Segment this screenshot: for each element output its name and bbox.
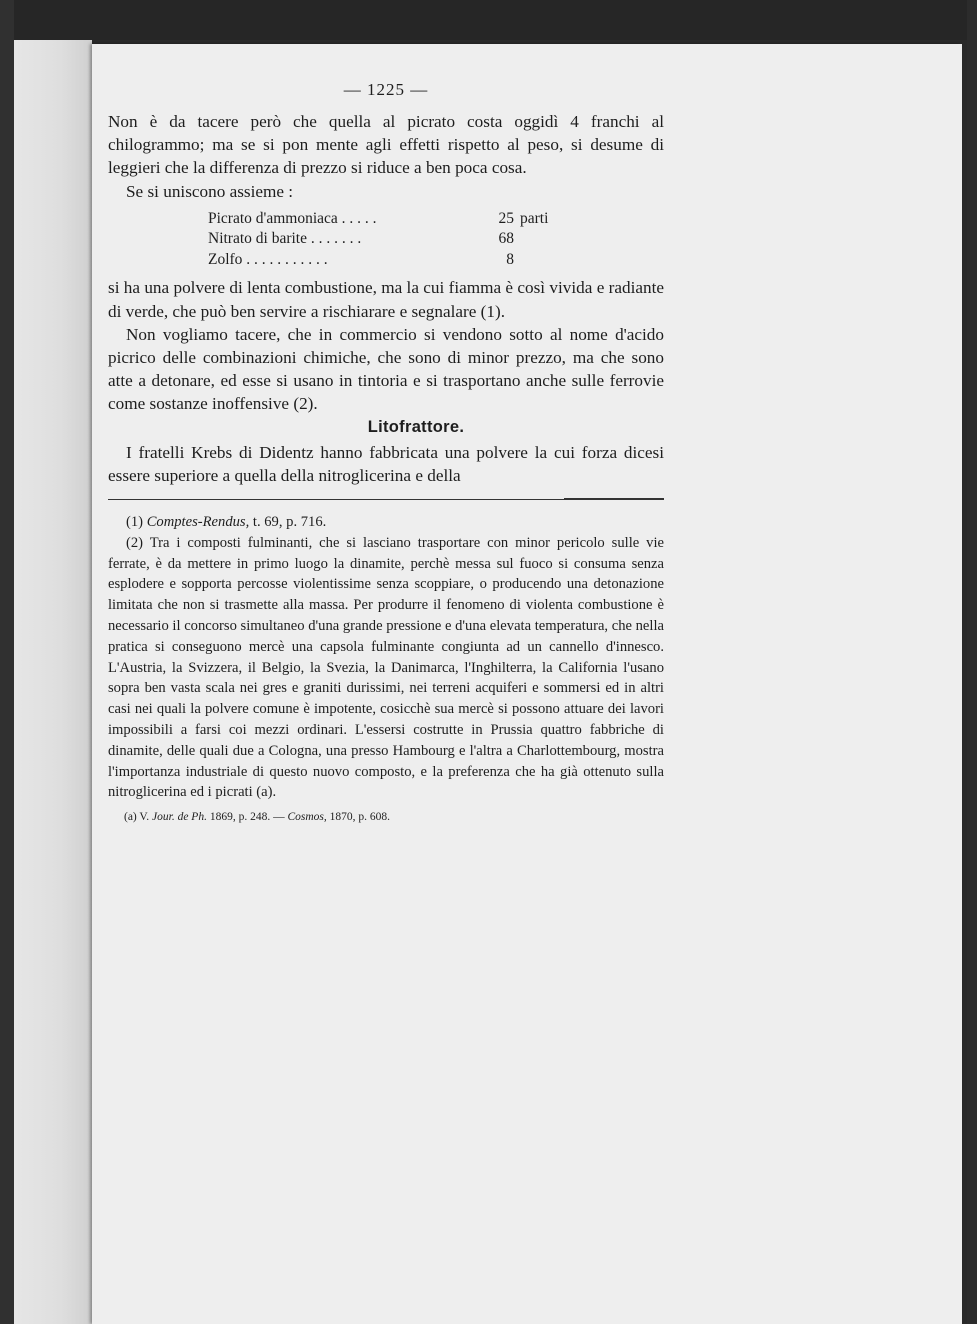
subnote-a-journal-2: Cosmos, bbox=[287, 811, 327, 824]
footnote-divider bbox=[108, 499, 664, 500]
ingredient-unit: parti bbox=[520, 209, 549, 227]
ingredient-unit bbox=[514, 229, 548, 250]
subnote-a-prefix: (a) V. bbox=[124, 811, 150, 824]
subnote-a-end: 1870, p. 608. bbox=[329, 811, 391, 824]
ingredient-row bbox=[208, 250, 548, 271]
subnote-a-middle: 1869, p. 248. — bbox=[209, 811, 285, 824]
ingredients-table bbox=[208, 209, 548, 271]
ingredient-quantity: 25 bbox=[498, 209, 514, 227]
section-heading: Litofrattore. bbox=[367, 417, 465, 436]
page-number: — 1225 — bbox=[343, 80, 429, 99]
ingredient-name: Zolfo . . . . . . . . . . . bbox=[208, 250, 328, 268]
previous-page-edge bbox=[14, 40, 92, 1324]
paragraph-picric-acid: Non vogliamo tacere, che in commercio si vendono sotto al nome d'acido picrico delle combinazioni chimiche, che sono di minor prezzo, ma che sono atte a detonare, ed esse si usano in tintoria e si trasportano anche sulle ferrovie come sostanze inoffensive (2). bbox=[108, 324, 664, 414]
footnote-1-source: Comptes-Rendus, bbox=[146, 513, 250, 530]
paragraph-combustion: si ha una polvere di lenta combustione, ma la cui fiamma è così vivida e radiante di verde, che può ben servire a rischiarare e segnalare (1). bbox=[108, 278, 664, 321]
footnote-2: (2) Tra i composti fulminanti, che si lasciano trasportare con minor pericolo sulle vie ferrate, è da mettere in primo luogo la dinamite, perchè messa sul fuoco si consuma senza esplodere e sopporta percosse violentissime senza scoppiare, o producendo una detonazione limitata che non si trasmette alla massa. Per produrre il fenomeno di violenta combustione è necessario il concorso simultaneo d'una grande pressione e d'una elevata temperatura, che nella pratica si conseguono mercè una capsola fulminante congiunta ad un cannello d'innesco. L'Austria, la Svizzera, il Belgio, la Svezia, la Danimarca, l'Inghilterra, la California l'usano sopra ben vasta scala nei gres e graniti durissimi, nei terreni acquiferi e sommersi ed in altri casi nei quali la polvere comune è impotente, cosicchè sua mercè si possono attuare dei lavori impossibili a farsi coi mezzi ordinari. L'essersi costrutte in Prussia quattro fabbriche di dinamite, delle quali due a Cologna, una presso Hambourg e l'altra a Charlottembourg, mostra l'importanza industriale di questo nuovo composto, e la preferenza che ha già ottenuto sulla nitroglicerina ed i picrati (a). bbox=[108, 534, 664, 801]
paragraph-krebs: I fratelli Krebs di Didentz hanno fabbricata una polvere la cui forza dicesi essere superiore a quella della nitroglicerina e della bbox=[108, 442, 664, 485]
footnote-1-reference: t. 69, p. 716. bbox=[252, 513, 327, 530]
paragraph-mix-intro: Se si uniscono assieme : bbox=[126, 181, 294, 201]
ingredient-row bbox=[208, 209, 548, 230]
paragraph-price: Non è da tacere però che quella al picrato costa oggidì 4 franchi al chilogrammo; ma se si pon mente agli effetti rispetto al peso, si desume di leggieri che la differenza di prezzo si riduce a ben poca cosa. bbox=[108, 112, 664, 178]
ingredient-name: Nitrato di barite . . . . . . . bbox=[208, 230, 362, 248]
subnote-a bbox=[124, 809, 664, 825]
scan-border-left bbox=[0, 0, 14, 1324]
footnote-1-marker: (1) bbox=[126, 513, 144, 530]
footnote-1 bbox=[108, 512, 664, 533]
subnote-a-journal-1: Jour. de Ph. bbox=[152, 811, 207, 824]
ingredient-unit bbox=[514, 250, 548, 271]
ingredient-row bbox=[208, 229, 548, 250]
ingredient-quantity: 68 bbox=[498, 230, 514, 248]
ingredient-quantity: 8 bbox=[506, 250, 514, 268]
ingredient-name: Picrato d'ammoniaca . . . . . bbox=[208, 209, 377, 227]
scan-border-right bbox=[967, 0, 977, 1324]
page-content bbox=[108, 80, 664, 825]
scan-border-top bbox=[0, 0, 977, 40]
